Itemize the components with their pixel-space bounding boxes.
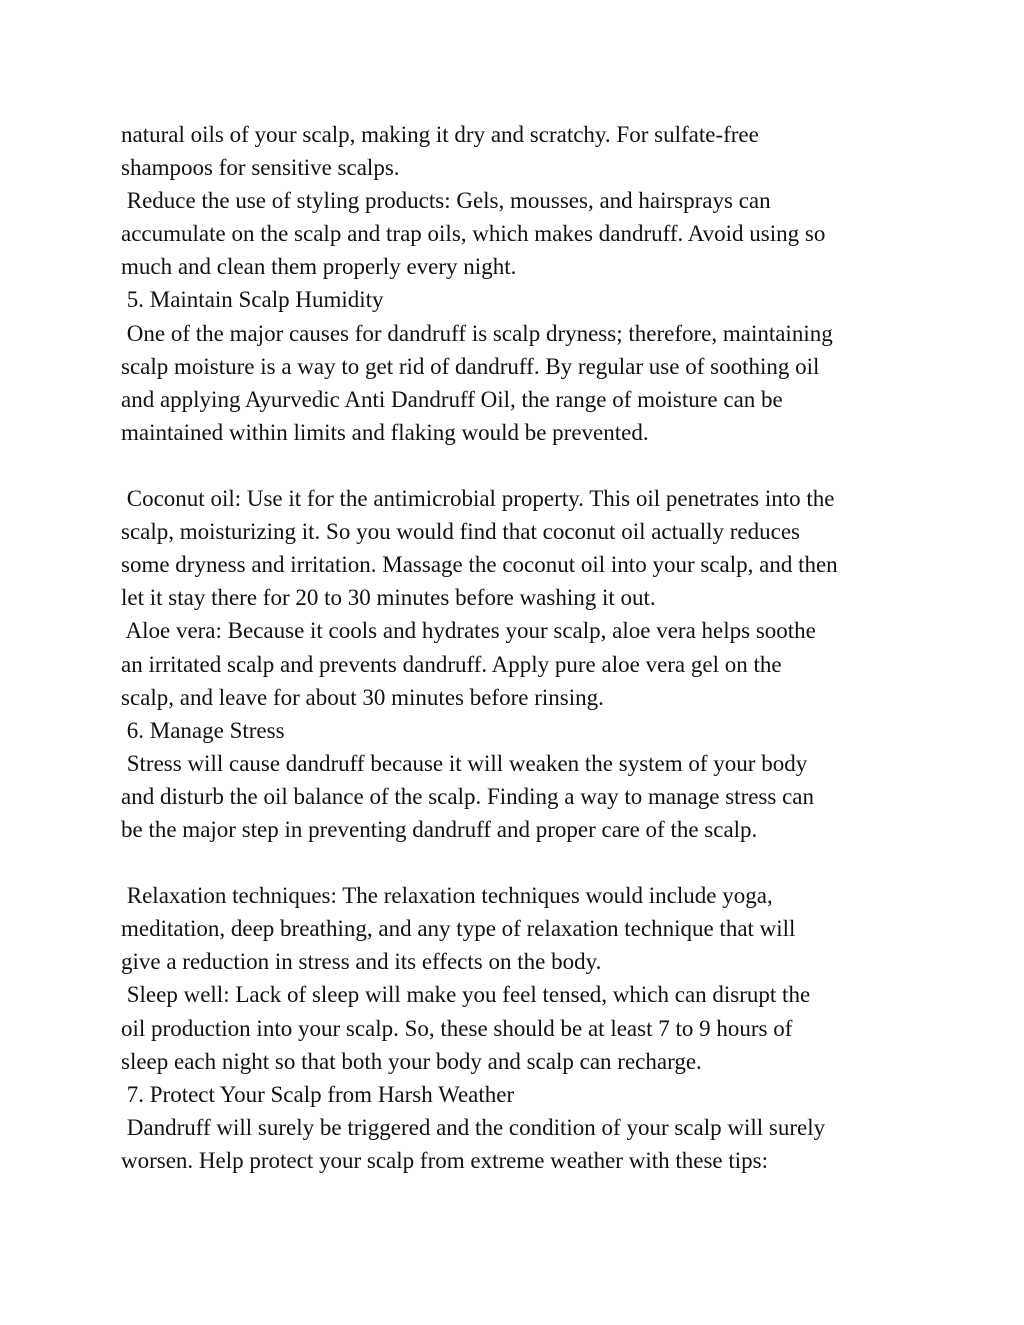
text-line: an irritated scalp and prevents dandruff. Apply pure aloe vera gel on the	[121, 651, 782, 677]
text-line: shampoos for sensitive scalps.	[121, 155, 400, 181]
text-line: Dandruff will surely be triggered and the condition of your scalp will surely	[121, 1114, 826, 1140]
text-line: give a reduction in stress and its effects on the body.	[121, 949, 602, 975]
section-heading-7: 7. Protect Your Scalp from Harsh Weather	[121, 1081, 515, 1107]
text-line: meditation, deep breathing, and any type of relaxation technique that will	[121, 916, 796, 942]
text-line: oil production into your scalp. So, these should be at least 7 to 9 hours of	[121, 1015, 793, 1041]
text-line: let it stay there for 20 to 30 minutes before washing it out.	[121, 585, 656, 611]
text-line: maintained within limits and flaking would be prevented.	[121, 419, 649, 445]
text-line: and disturb the oil balance of the scalp. Finding a way to manage stress can	[121, 783, 814, 809]
text-line: natural oils of your scalp, making it dry and scratchy. For sulfate-free	[121, 122, 759, 147]
text-line: Stress will cause dandruff because it will weaken the system of your body	[121, 750, 808, 776]
text-line: worsen. Help protect your scalp from extreme weather with these tips:	[121, 1147, 768, 1173]
text-line: Coconut oil: Use it for the antimicrobial property. This oil penetrates into the	[121, 486, 835, 512]
blank-line	[121, 846, 921, 879]
text-line: be the major step in preventing dandruff and proper care of the scalp.	[121, 816, 758, 842]
blank-line	[121, 449, 921, 482]
text-line: Relaxation techniques: The relaxation techniques would include yoga,	[121, 883, 773, 909]
text-line: sleep each night so that both your body and scalp can recharge.	[121, 1048, 702, 1074]
text-line: and applying Ayurvedic Anti Dandruff Oil, the range of moisture can be	[121, 386, 783, 412]
text-line: much and clean them properly every night.	[121, 254, 517, 280]
section-heading-5: 5. Maintain Scalp Humidity	[121, 287, 384, 313]
document-page	[121, 118, 921, 1177]
text-line: Aloe vera: Because it cools and hydrates your scalp, aloe vera helps soothe	[121, 618, 816, 644]
text-line: scalp moisture is a way to get rid of dandruff. By regular use of soothing oil	[121, 353, 820, 379]
text-line: Sleep well: Lack of sleep will make you feel tensed, which can disrupt the	[121, 982, 811, 1008]
section-heading-6: 6. Manage Stress	[121, 717, 285, 743]
text-line: scalp, and leave for about 30 minutes before rinsing.	[121, 684, 604, 710]
text-line: Reduce the use of styling products: Gels, mousses, and hairsprays can	[121, 188, 771, 214]
text-line: One of the major causes for dandruff is scalp dryness; therefore, maintaining	[121, 320, 833, 346]
text-line: some dryness and irritation. Massage the coconut oil into your scalp, and then	[121, 552, 838, 578]
text-line: scalp, moisturizing it. So you would find that coconut oil actually reduces	[121, 519, 801, 545]
text-line: accumulate on the scalp and trap oils, which makes dandruff. Avoid using so	[121, 221, 826, 247]
